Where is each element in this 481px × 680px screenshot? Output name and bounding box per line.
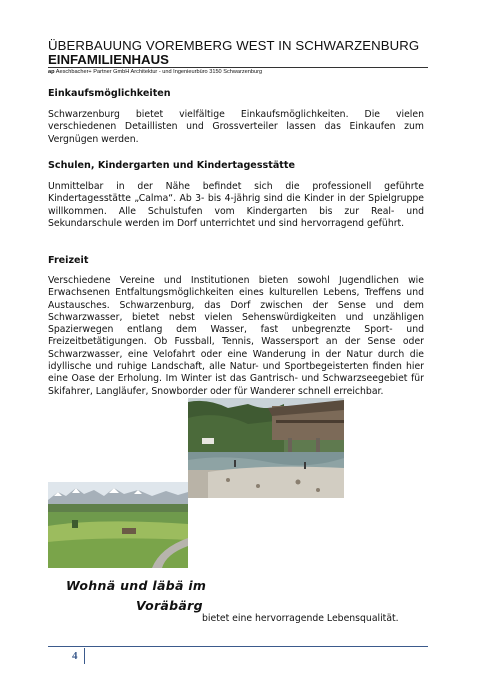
river-bridge-photo [188,398,344,498]
slogan-line2: Voräbärg [136,598,203,613]
page-number-bar [84,648,85,664]
footer-rule [48,646,428,647]
paragraph-leisure: Verschiedene Vereine und Institutionen bieten sowohl Jugendlichen wie Erwachsenen Entfaltungsmöglichkeiten eines kulturellen Lebens, Treffens und Austausches. Schwarzenburg, das Dorf zwischen der Sense und dem Schwarzwasser, bietet nebst vielen Sehenswürdigkeiten und unzähligen Spazierwegen entlang dem Wasser, fast unbegrenzte Sport- und Freizeitbetätigungen. Ob Fussball, Tennis, Wassersport an der Sense oder Schwarzwasser, eine Velofahrt oder eine Wanderung in der Natur durch die idyllische und ruhige Landschaft, alle Natur- und Sportbegeisterten finden hier eine Oase der Erholung. Im Winter ist das Gantrisch- und Schwarzseegebiet für Skifahrer, Langläufer, Snowborder oder für Wanderer schnell erreichbar. [48,275,424,397]
document-subtitle: EINFAMILIENHAUS [48,52,169,67]
paragraph-shopping: Schwarzenburg bietet vielfältige Einkaufsmöglichkeiten. Die vielen verschiedenen Detaillisten und Grossverteiler lassen das Einkaufen zum Vergnügen werden. [48,109,424,145]
closing-text: bietet eine hervorragende Lebensqualität. [202,613,399,624]
firm-abbr: ap [48,69,55,75]
slogan-line1: Wohnä und läbä im [66,578,207,593]
heading-leisure: Freizeit [48,255,89,266]
document-title: ÜBERBAUUNG VOREMBERG WEST IN SCHWARZENBURG [48,38,420,53]
firm-text: Aeschbacher+ Partner GmbH Architektur - und Ingenieurbüro 3150 Schwarzenburg [55,69,263,75]
page-number: 4 [72,650,78,662]
heading-schools: Schulen, Kindergarten und Kindertagesstätte [48,160,295,171]
paragraph-schools: Unmittelbar in der Nähe befindet sich die professionell geführte Kindertagesstätte „Calma“. Ab 3- bis 4-jährig sind die Kinder in der Spielgruppe willkommen. Alle Schulstufen vom Kindergarten bis zur Real- und Sekundarschule werden im Dorf unterrichtet und sind hervorragend geführt. [48,181,424,229]
heading-shopping: Einkaufsmöglichkeiten [48,88,171,99]
header-rule [48,67,428,68]
landscape-photo [48,482,188,568]
firm-line [48,69,262,75]
